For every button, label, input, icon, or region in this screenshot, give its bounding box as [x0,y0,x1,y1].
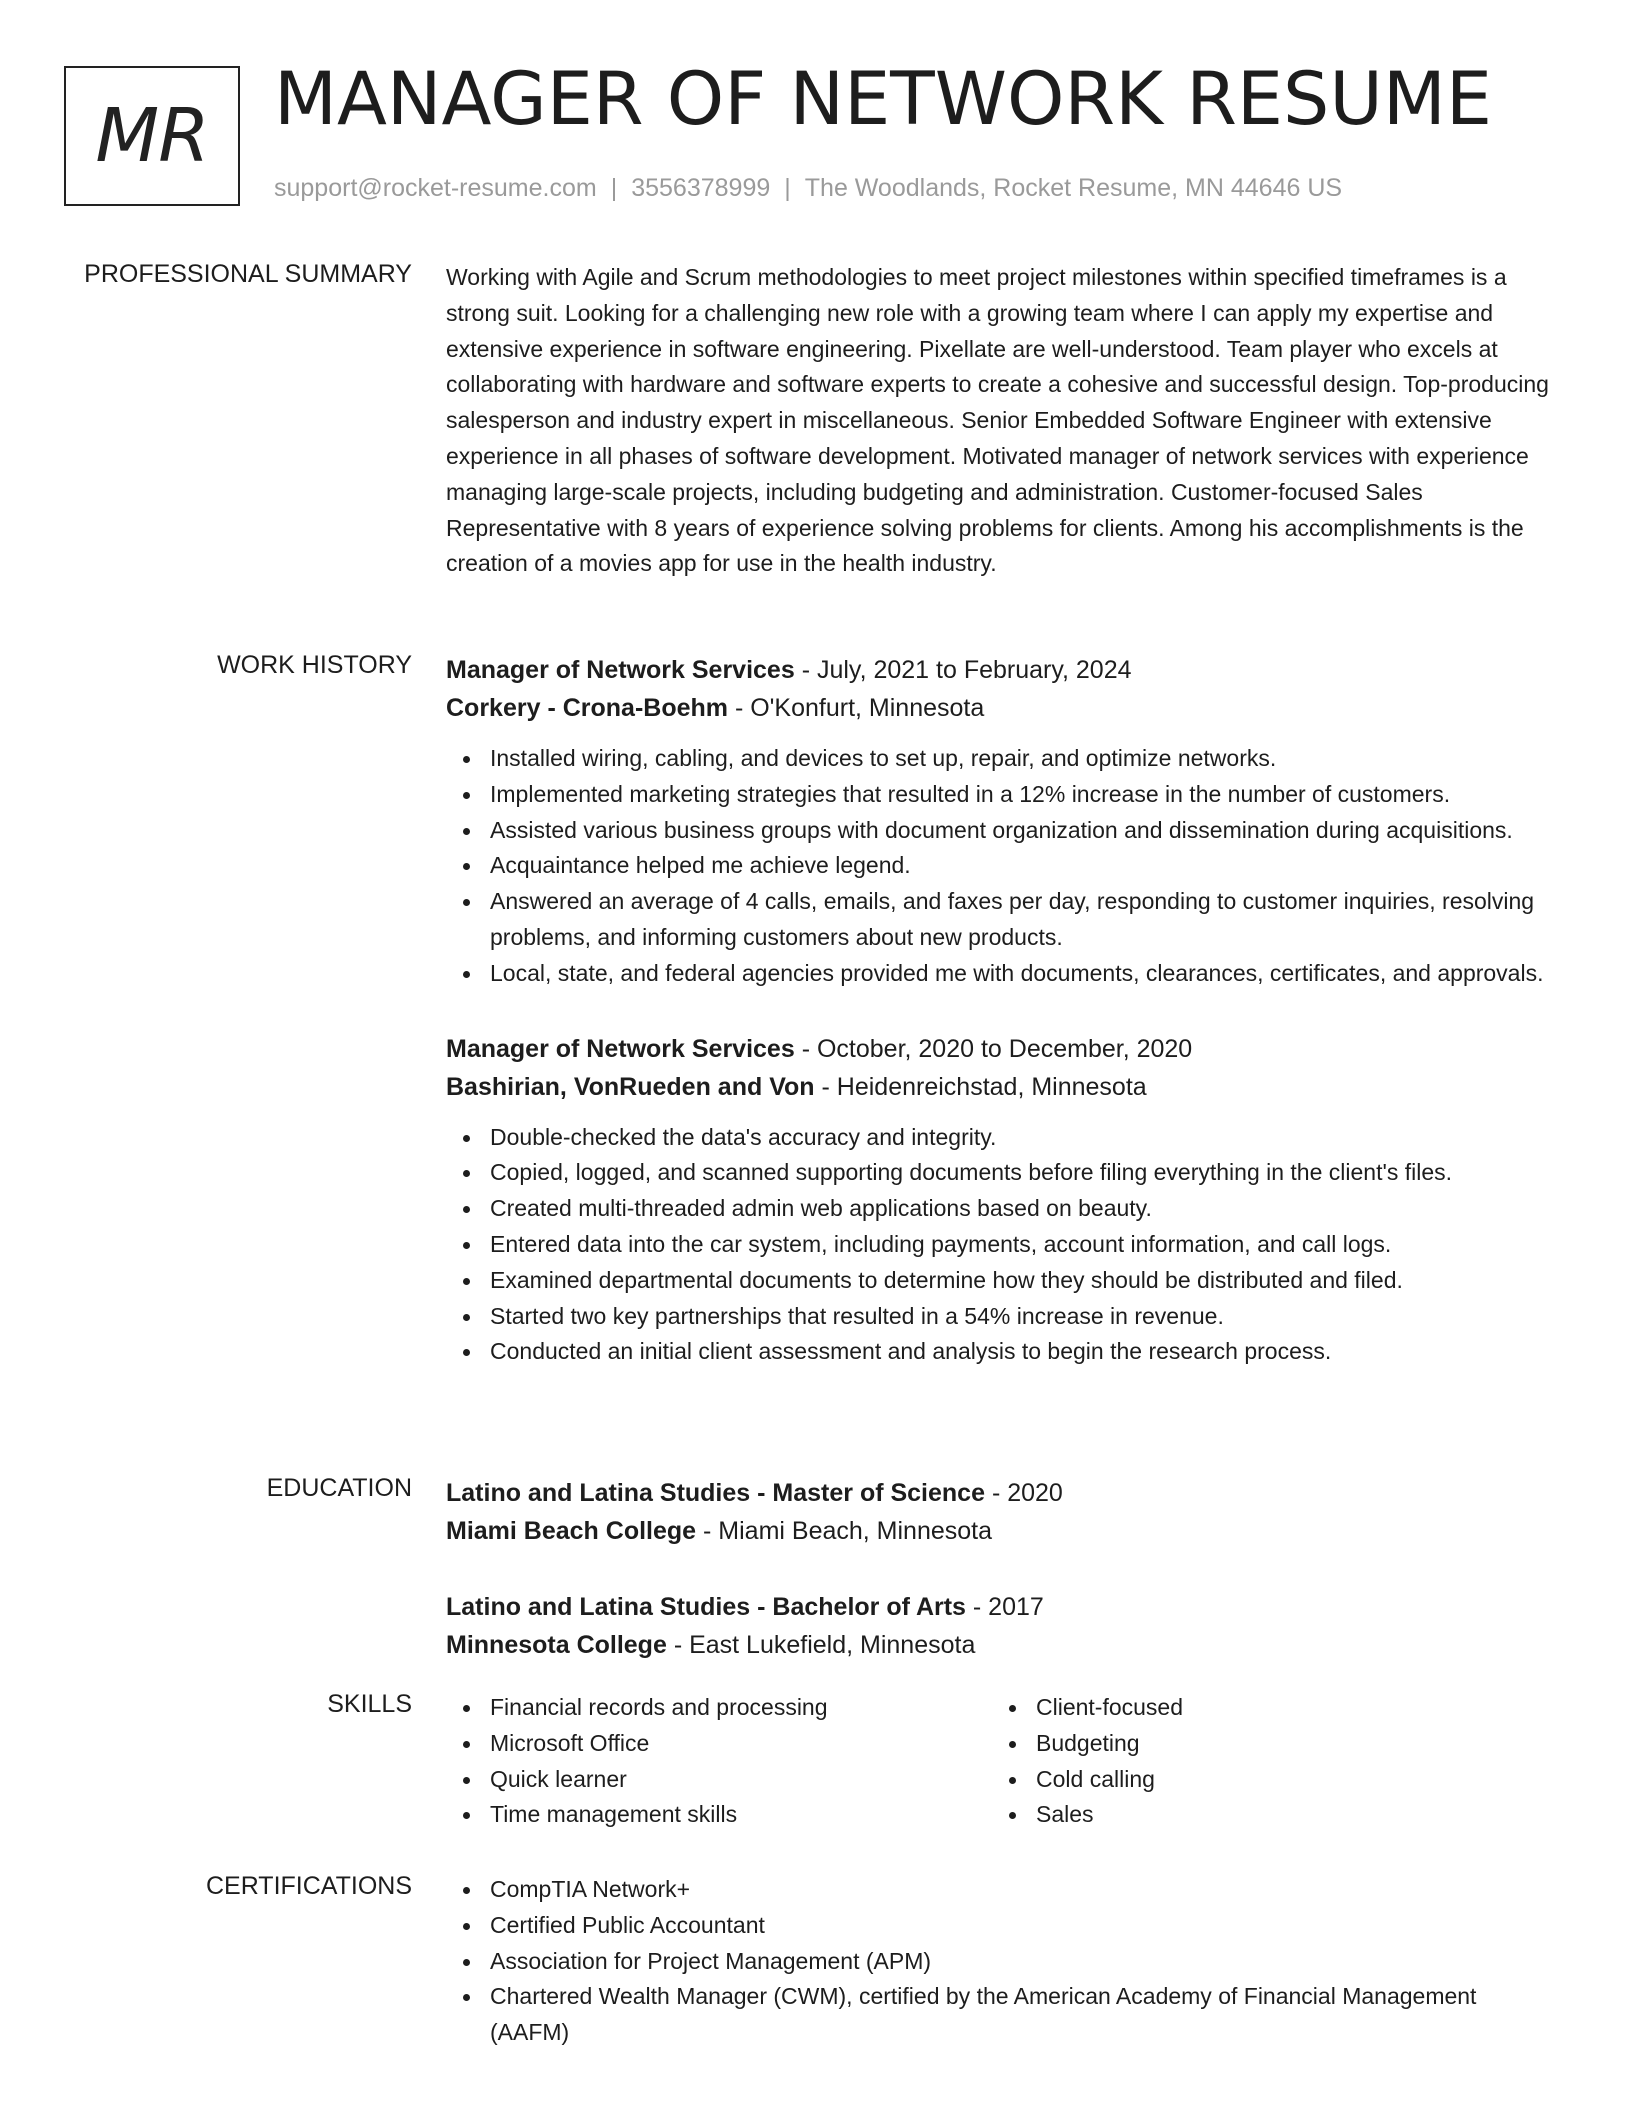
job-title: Manager of Network Services [446,1034,795,1063]
job-company: Corkery - Crona-Boehm [446,694,728,722]
skills-column-right [992,1690,1538,1833]
skills-grid [446,1690,1558,1833]
job-bullet: Created multi-threaded admin web applications based on beauty. [490,1191,1558,1227]
job-location: - O'Konfurt, Minnesota [728,694,985,722]
skill-item: Client-focused [1036,1690,1538,1726]
education-school-line [446,1512,1558,1550]
job-bullet: Entered data into the car system, including payments, account information, and call logs. [490,1227,1558,1263]
resume-title: MANAGER OF NETWORK RESUME [274,57,1492,142]
job-bullet: Answered an average of 4 calls, emails, and faxes per day, responding to customer inquiries, resolving problems, and informing customers about new products. [490,884,1558,956]
skills-body [446,1690,1558,1833]
monogram-text: MR [95,93,209,179]
job-dates: - July, 2021 to February, 2024 [794,656,1132,684]
section-label-education: EDUCATION [266,1474,412,1502]
job-title: Manager of Network Services [446,656,795,684]
education-school: Miami Beach College [446,1517,697,1545]
summary-body [446,260,1558,582]
resume-header [64,57,1572,216]
skill-item: Microsoft Office [490,1726,992,1762]
job-bullet-list [446,741,1558,992]
education-degree: Latino and Latina Studies - Bachelor of Arts [446,1593,966,1621]
section-label-work-history: WORK HISTORY [217,651,412,679]
certifications-body [446,1872,1558,2051]
job-bullet: Copied, logged, and scanned supporting documents before filing everything in the client's files. [490,1155,1558,1191]
job-bullet: Local, state, and federal agencies provided me with documents, clearances, certificates, and approvals. [490,956,1558,992]
contact-address: The Woodlands, Rocket Resume, MN 44646 US [804,174,1343,202]
job-bullet: Acquaintance helped me achieve legend. [490,848,1558,884]
job-company-line [446,689,1558,727]
job-bullet: Conducted an initial client assessment and analysis to begin the research process. [490,1334,1558,1370]
certifications-list [446,1872,1558,2051]
monogram-logo [64,66,240,206]
education-school: Minnesota College [446,1631,667,1659]
summary-text: Working with Agile and Scrum methodologies to meet project milestones within specified timeframes is a strong suit. Looking for a challenging new role with a growing team where I can apply my expertise and extensive experience in software engineering. Pixellate are well-understood. Team player who excels at collaborating with hardware and software experts to create a cohesive and successful design. Top-producing salesperson and industry expert in miscellaneous. Senior Embedded Software Engineer with extensive experience in all phases of software development. Motivated manager of network services with experience managing large-scale projects, including budgeting and administration. Customer-focused Sales Representative with 8 years of experience solving problems for clients. Among his accomplishments is the creation of a movies app for use in the health industry. [446,264,1549,577]
job-title-line [446,651,1558,689]
contact-separator: | [610,174,618,202]
education-body [446,1474,1558,1702]
education-location: - Miami Beach, Minnesota [696,1517,993,1545]
job-location: - Heidenreichstad, Minnesota [814,1072,1147,1101]
skill-item: Quick learner [490,1762,992,1798]
certification-item: Association for Project Management (APM) [490,1944,1558,1980]
job-entry [446,651,1558,992]
section-label-certifications: CERTIFICATIONS [205,1872,412,1900]
skill-item: Sales [1036,1797,1538,1833]
section-label-summary: PROFESSIONAL SUMMARY [84,260,412,288]
job-bullet: Double-checked the data's accuracy and integrity. [490,1120,1558,1156]
education-school-line [446,1626,1558,1664]
job-bullet: Implemented marketing strategies that resulted in a 12% increase in the number of customers. [490,777,1558,813]
education-degree: Latino and Latina Studies - Master of Science [446,1479,985,1507]
education-entry [446,1588,1558,1664]
work-history-body [446,651,1558,1408]
skills-list [992,1690,1538,1833]
education-location: - East Lukefield, Minnesota [666,1631,976,1659]
skill-item: Budgeting [1036,1726,1538,1762]
certification-item: Certified Public Accountant [490,1908,1558,1944]
skill-item: Time management skills [490,1797,992,1833]
education-year: - 2020 [985,1479,1063,1507]
education-degree-line [446,1474,1558,1512]
job-bullet-list [446,1120,1558,1371]
job-company: Bashirian, VonRueden and Von [446,1072,815,1101]
job-bullet: Installed wiring, cabling, and devices to set up, repair, and optimize networks. [490,741,1558,777]
job-entry [446,1030,1558,1371]
skills-column-left [446,1690,992,1833]
contact-separator: | [784,174,791,202]
section-label-skills: SKILLS [327,1690,412,1718]
certification-item: Chartered Wealth Manager (CWM), certified by the American Academy of Financial Management (AAFM) [490,1979,1558,2051]
contact-email: support@rocket-resume.com [274,174,597,202]
skills-list [446,1690,992,1833]
skill-item: Financial records and processing [490,1690,992,1726]
job-bullet: Assisted various business groups with document organization and dissemination during acquisitions. [490,813,1558,849]
contact-phone: 3556378999 [631,174,771,202]
skill-item: Cold calling [1036,1762,1538,1798]
certification-item: CompTIA Network+ [490,1872,1558,1908]
education-year: - 2017 [965,1593,1044,1621]
job-title-line [446,1030,1558,1068]
job-bullet: Examined departmental documents to determine how they should be distributed and filed. [490,1263,1558,1299]
job-bullet: Started two key partnerships that resulted in a 54% increase in revenue. [490,1299,1558,1335]
education-entry [446,1474,1558,1550]
job-dates: - October, 2020 to December, 2020 [794,1034,1193,1063]
contact-line [274,174,1342,203]
job-company-line [446,1068,1558,1106]
education-degree-line [446,1588,1558,1626]
